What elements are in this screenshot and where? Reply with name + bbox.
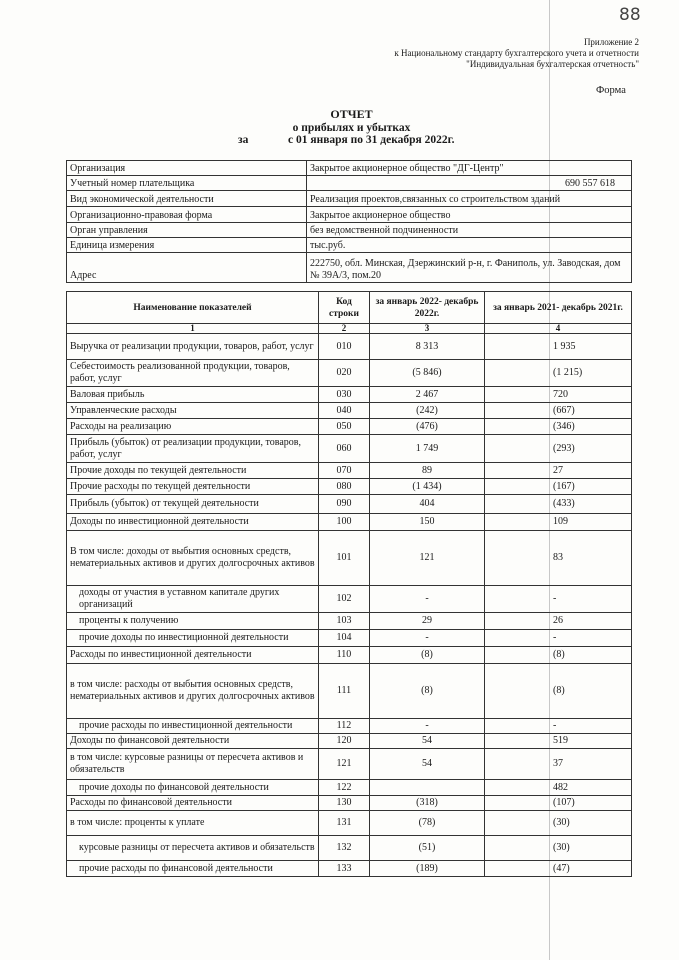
row-value-2021: - [485, 630, 632, 647]
row-value-2022: 54 [370, 749, 485, 780]
info-label: Организационно-правовая форма [67, 207, 307, 223]
info-row [67, 176, 632, 191]
row-value-2021: (30) [485, 811, 632, 836]
title-sub: о прибылях и убытках [292, 122, 411, 134]
row-name: проценты к получению [67, 613, 319, 630]
table-row [67, 360, 632, 387]
row-value-2021: 83 [485, 531, 632, 586]
table-header-row [67, 292, 632, 324]
row-name: доходы от участия в уставном капитале других организаций [67, 586, 319, 613]
info-label: Вид экономической деятельности [67, 191, 307, 207]
row-value-2021: (433) [485, 495, 632, 514]
row-name: в том числе: расходы от выбытия основных средств, нематериальных активов и других долгосрочных активов [67, 664, 319, 719]
table-row [67, 719, 632, 734]
row-value-2022: (476) [370, 419, 485, 435]
row-code: 102 [319, 586, 370, 613]
report-title [0, 107, 679, 149]
col-number: 4 [485, 324, 632, 334]
row-name: Управленческие расходы [67, 403, 319, 419]
table-row [67, 613, 632, 630]
row-name: В том числе: доходы от выбытия основных средств, нематериальных активов и других долгосрочных активов [67, 531, 319, 586]
table-row [67, 586, 632, 613]
row-name: Прочие расходы по текущей деятельности [67, 479, 319, 495]
title-main: ОТЧЕТ [330, 107, 373, 121]
info-label: Единица измерения [67, 238, 307, 253]
row-code: 132 [319, 836, 370, 861]
table-row [67, 495, 632, 514]
info-row [67, 253, 632, 283]
info-label: Орган управления [67, 223, 307, 238]
table-row [67, 479, 632, 495]
row-value-2022: 404 [370, 495, 485, 514]
row-value-2022: 2 467 [370, 387, 485, 403]
info-value: без ведомственной подчиненности [307, 223, 632, 238]
row-value-2021: - [485, 586, 632, 613]
title-period-row [0, 134, 679, 149]
row-value-2021: (293) [485, 435, 632, 463]
info-label: Учетный номер плательщика [67, 176, 307, 191]
appendix-note [319, 37, 639, 70]
table-row [67, 419, 632, 435]
row-value-2021: 37 [485, 749, 632, 780]
info-label: Организация [67, 161, 307, 176]
row-value-2022: 29 [370, 613, 485, 630]
row-value-2021: (667) [485, 403, 632, 419]
info-label: Адрес [67, 253, 307, 283]
row-code: 010 [319, 334, 370, 360]
info-row [67, 161, 632, 176]
header-period-2021: за январь 2021- декабрь 2021г. [485, 292, 632, 324]
info-value: Закрытое акционерное общество "ДГ-Центр" [307, 161, 632, 176]
table-row [67, 664, 632, 719]
header-code: Код строки [319, 292, 370, 324]
row-value-2022: 121 [370, 531, 485, 586]
row-name: Доходы по инвестиционной деятельности [67, 514, 319, 531]
table-row [67, 435, 632, 463]
row-value-2022: - [370, 719, 485, 734]
table-row [67, 796, 632, 811]
col-number: 3 [370, 324, 485, 334]
col-number: 2 [319, 324, 370, 334]
row-value-2021: 26 [485, 613, 632, 630]
table-row [67, 734, 632, 749]
organization-info-table [66, 160, 632, 283]
row-value-2021: (8) [485, 647, 632, 664]
header-period-2022: за январь 2022- декабрь 2022г. [370, 292, 485, 324]
row-name: Расходы по финансовой деятельности [67, 796, 319, 811]
row-name: в том числе: проценты к уплате [67, 811, 319, 836]
row-name: Расходы на реализацию [67, 419, 319, 435]
table-row [67, 780, 632, 796]
row-value-2021: (346) [485, 419, 632, 435]
row-value-2021: (30) [485, 836, 632, 861]
row-code: 060 [319, 435, 370, 463]
info-row [67, 207, 632, 223]
info-value: 690 557 618 [307, 176, 632, 191]
info-row [67, 191, 632, 207]
handwritten-page-number: 88 [619, 5, 641, 25]
row-name: прочие расходы по инвестиционной деятельности [67, 719, 319, 734]
profit-loss-table [66, 291, 632, 877]
row-value-2022 [370, 780, 485, 796]
row-name: Валовая прибыль [67, 387, 319, 403]
row-name: Прибыль (убыток) от текущей деятельности [67, 495, 319, 514]
row-code: 110 [319, 647, 370, 664]
row-value-2021: (167) [485, 479, 632, 495]
row-value-2021: 519 [485, 734, 632, 749]
row-value-2022: 150 [370, 514, 485, 531]
row-value-2022: (8) [370, 664, 485, 719]
appendix-line-1: Приложение 2 [583, 37, 639, 47]
title-za: за [238, 134, 249, 146]
title-period: с 01 января по 31 декабря 2022г. [288, 134, 455, 146]
row-value-2022: (51) [370, 836, 485, 861]
row-value-2022: (189) [370, 861, 485, 877]
row-code: 080 [319, 479, 370, 495]
row-name: Себестоимость реализованной продукции, товаров, работ, услуг [67, 360, 319, 387]
row-name: Прочие доходы по текущей деятельности [67, 463, 319, 479]
info-value: тыс.руб. [307, 238, 632, 253]
table-row [67, 531, 632, 586]
row-value-2021: 482 [485, 780, 632, 796]
info-value: Закрытое акционерное общество [307, 207, 632, 223]
row-value-2021: 109 [485, 514, 632, 531]
row-name: в том числе: курсовые разницы от пересчета активов и обязательств [67, 749, 319, 780]
row-value-2022: (242) [370, 403, 485, 419]
row-code: 104 [319, 630, 370, 647]
row-value-2022: 8 313 [370, 334, 485, 360]
row-code: 050 [319, 419, 370, 435]
table-row [67, 630, 632, 647]
row-value-2021: (47) [485, 861, 632, 877]
row-code: 103 [319, 613, 370, 630]
row-value-2022: (8) [370, 647, 485, 664]
row-code: 130 [319, 796, 370, 811]
row-name: Расходы по инвестиционной деятельности [67, 647, 319, 664]
info-value: Реализация проектов,связанных со строительством зданий [307, 191, 632, 207]
row-value-2022: 1 749 [370, 435, 485, 463]
row-value-2022: (5 846) [370, 360, 485, 387]
row-value-2022: (78) [370, 811, 485, 836]
appendix-line-3: "Индивидуальная бухгалтерская отчетность" [466, 59, 639, 69]
row-name: Доходы по финансовой деятельности [67, 734, 319, 749]
row-value-2021: (1 215) [485, 360, 632, 387]
row-value-2021: 27 [485, 463, 632, 479]
row-code: 070 [319, 463, 370, 479]
row-value-2022: 54 [370, 734, 485, 749]
row-value-2022: (318) [370, 796, 485, 811]
row-name: Прибыль (убыток) от реализации продукции, товаров, работ, услуг [67, 435, 319, 463]
table-row [67, 811, 632, 836]
row-code: 122 [319, 780, 370, 796]
row-value-2021: 720 [485, 387, 632, 403]
row-name: прочие доходы по финансовой деятельности [67, 780, 319, 796]
row-name: прочие расходы по финансовой деятельности [67, 861, 319, 877]
table-row [67, 387, 632, 403]
col-number: 1 [67, 324, 319, 334]
row-name: Выручка от реализации продукции, товаров, работ, услуг [67, 334, 319, 360]
header-name: Наименование показателей [67, 292, 319, 324]
row-code: 040 [319, 403, 370, 419]
table-row [67, 463, 632, 479]
table-row [67, 403, 632, 419]
row-code: 111 [319, 664, 370, 719]
row-name: прочие доходы по инвестиционной деятельности [67, 630, 319, 647]
table-row [67, 647, 632, 664]
row-value-2022: - [370, 630, 485, 647]
row-code: 120 [319, 734, 370, 749]
row-code: 101 [319, 531, 370, 586]
info-value: 222750, обл. Минская, Дзержинский р-н, г. Фаниполь, ул. Заводская, дом № 39А/3, пом.20 [307, 253, 632, 283]
row-code: 030 [319, 387, 370, 403]
row-code: 121 [319, 749, 370, 780]
row-value-2022: (1 434) [370, 479, 485, 495]
appendix-line-2: к Национальному стандарту бухгалтерского учета и отчетности [394, 48, 639, 58]
table-row [67, 861, 632, 877]
row-value-2021: (8) [485, 664, 632, 719]
row-code: 133 [319, 861, 370, 877]
form-label: Форма [596, 85, 626, 96]
column-number-row [67, 324, 632, 334]
row-code: 131 [319, 811, 370, 836]
row-value-2021: 1 935 [485, 334, 632, 360]
row-code: 090 [319, 495, 370, 514]
table-row [67, 836, 632, 861]
row-code: 112 [319, 719, 370, 734]
row-code: 020 [319, 360, 370, 387]
row-code: 100 [319, 514, 370, 531]
table-row [67, 749, 632, 780]
table-row [67, 514, 632, 531]
row-name: курсовые разницы от пересчета активов и обязательств [67, 836, 319, 861]
row-value-2021: (107) [485, 796, 632, 811]
row-value-2021: - [485, 719, 632, 734]
table-row [67, 334, 632, 360]
info-row [67, 223, 632, 238]
row-value-2022: - [370, 586, 485, 613]
row-value-2022: 89 [370, 463, 485, 479]
info-row [67, 238, 632, 253]
